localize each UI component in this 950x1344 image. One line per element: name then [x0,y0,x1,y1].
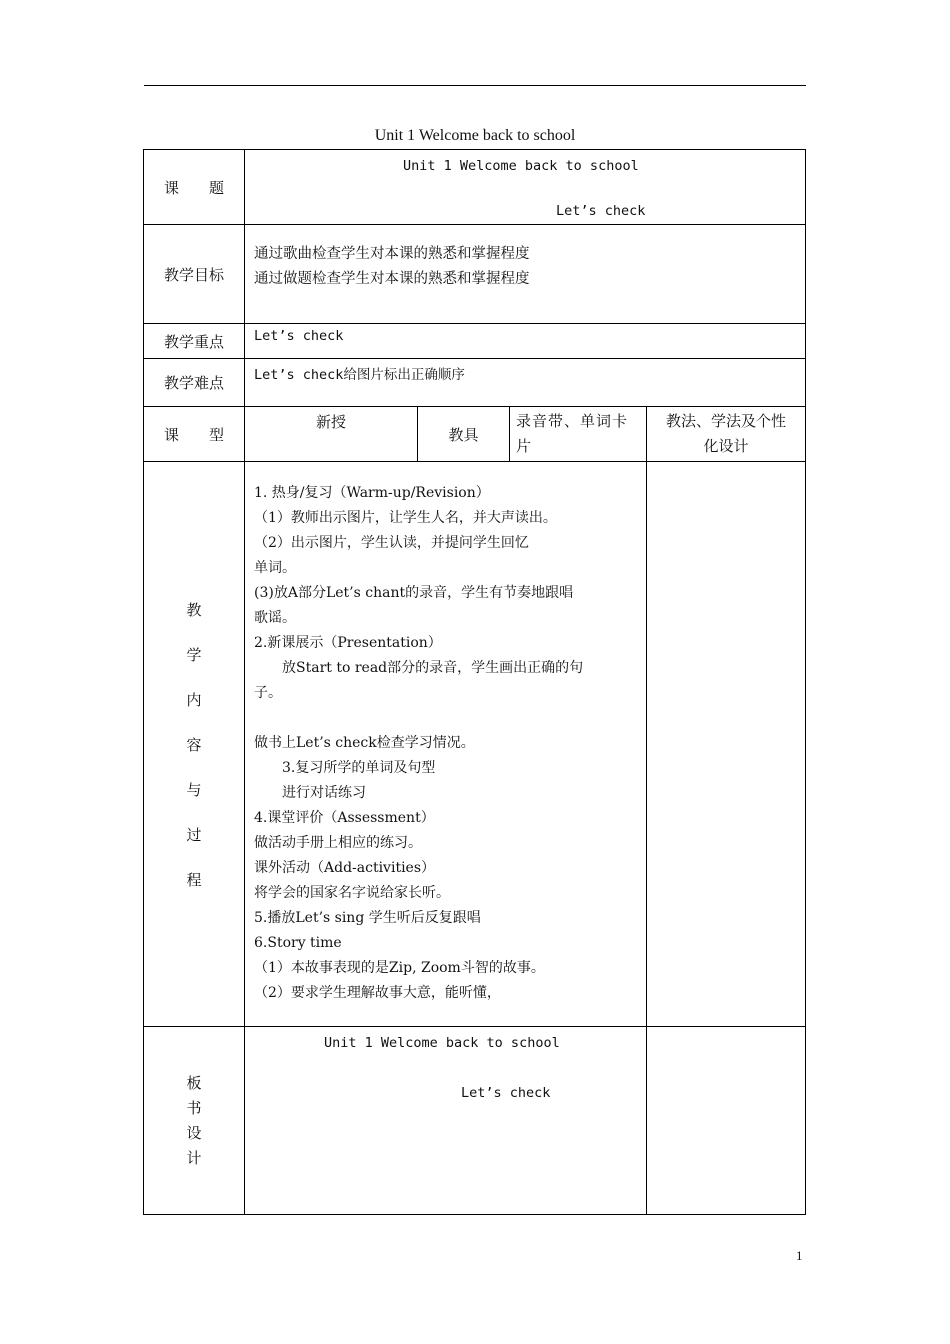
board-notes-cell [647,1027,806,1215]
content-label-char: 教 [186,600,202,619]
document-title: Unit 1 Welcome back to school [374,127,576,144]
lesson-plan-table [143,149,806,1215]
content-line: 2.新课展示（Presentation） [254,635,442,651]
board-row [144,1027,806,1215]
content-label-char: 与 [186,780,202,799]
content-line: 将学会的国家名字说给家长听。 [254,885,450,901]
content-line: 4.课堂评价（Assessment） [254,810,435,826]
content-line: 1. 热身/复习（Warm-up/Revision） [254,485,490,501]
objective-line: 通过歌曲检查学生对本课的熟悉和掌握程度 [254,246,530,262]
type-row [144,407,806,462]
content-line: 5.播放Let’s sing 学生听后反复跟唱 [254,910,481,926]
board-line-1: Unit 1 Welcome back to school [324,1035,560,1051]
content-line [254,706,637,731]
content-line: 6.Story time [254,935,342,951]
content-line: 做书上Let’s check检查学习情况。 [254,735,475,751]
topic-label: 课 题 [144,150,245,225]
content-row [144,462,806,1027]
page-number: 1 [796,1248,803,1263]
topic-line-1: Unit 1 Welcome back to school [403,158,639,174]
objectives-content [245,225,806,324]
content-line: 歌谣。 [254,610,296,626]
content-line: （1）教师出示图片，让学生人名，并大声读出。 [254,510,557,526]
topic-line-2: Let’s check [556,203,646,219]
key-points-label: 教学重点 [144,324,245,359]
type-value: 新授 [245,407,418,462]
topic-row [144,150,806,225]
topic-content [245,150,806,225]
objectives-label: 教学目标 [144,225,245,324]
board-label-char: 计 [186,1149,202,1167]
content-line: 放Start to read部分的录音，学生画出正确的句 [254,660,584,676]
difficulties-label: 教学难点 [144,359,245,407]
board-label-char: 设 [186,1124,202,1142]
content-label-char: 程 [186,870,202,889]
content-line: （1）本故事表现的是Zip, Zoom斗智的故事。 [254,960,545,976]
content-line: 单词。 [254,560,296,576]
content-line: 做活动手册上相应的练习。 [254,835,422,851]
method-label: 教法、学法及个性化设计 [647,407,806,462]
content-line: （2）出示图片，学生认读，并提问学生回忆 [254,535,529,551]
key-points-content: Let’s check [245,324,806,359]
content-line: 3.复习所学的单词及句型 [254,760,436,776]
difficulties-row [144,359,806,407]
content-line: (3)放A部分Let’s chant的录音，学生有节奏地跟唱 [254,585,574,601]
content-line: 进行对话练习 [254,785,366,801]
content-line: （2）要求学生理解故事大意，能听懂， [254,985,501,1001]
objective-line: 通过做题检查学生对本课的熟悉和掌握程度 [254,271,530,287]
content-body [245,462,647,1027]
content-label-char: 容 [186,735,202,754]
teaching-aids-value: 录音带、单词卡片 [510,407,647,462]
content-label-char: 内 [186,690,202,709]
teaching-aids-label: 教具 [418,407,510,462]
content-notes-cell [647,462,806,1027]
content-label-char: 过 [186,825,202,844]
board-label [144,1027,245,1215]
content-line: 子。 [254,685,282,701]
key-points-row [144,324,806,359]
content-label [144,462,245,1027]
type-label: 课 型 [144,407,245,462]
objectives-row [144,225,806,324]
header-rule [144,85,806,86]
content-label-char: 学 [186,645,202,664]
difficulties-content: Let’s check给图片标出正确顺序 [245,359,806,407]
board-label-char: 书 [186,1099,202,1117]
board-line-2: Let’s check [461,1085,551,1101]
board-label-char: 板 [186,1074,202,1092]
board-content [245,1027,647,1215]
content-line: 课外活动（Add-activities） [254,860,436,876]
